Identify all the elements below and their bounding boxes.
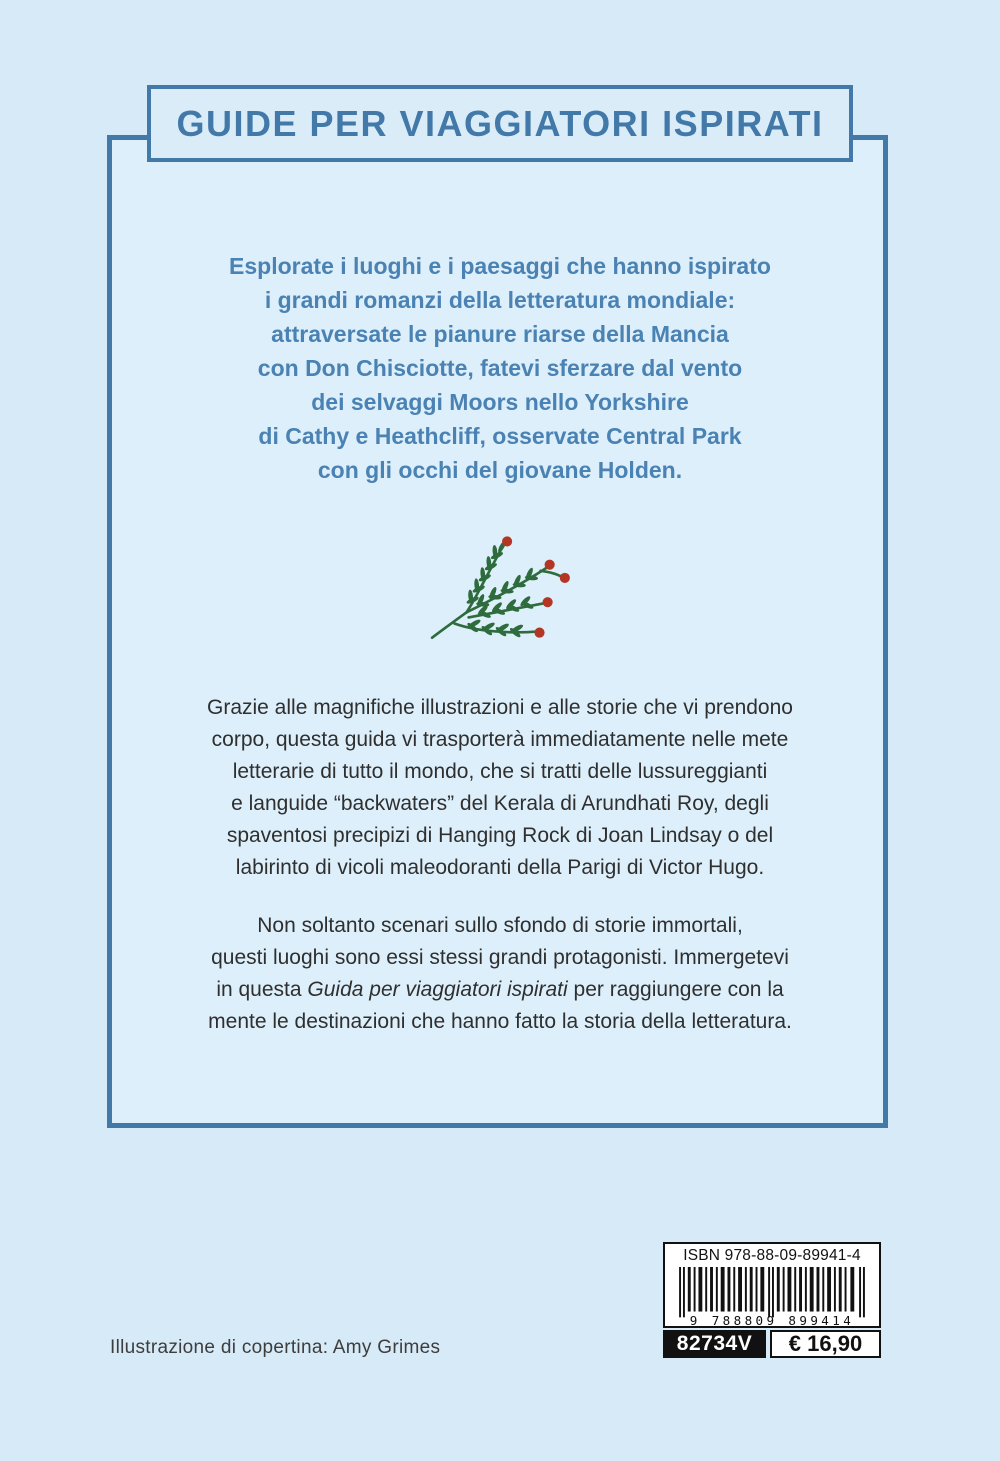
barcode-digits: 9 788809 899414 xyxy=(689,1313,855,1327)
intro-line: di Cathy e Heathcliff, osservate Central Park xyxy=(258,423,742,449)
intro-line: Esplorate i luoghi e i paesaggi che hanno ispirato xyxy=(229,253,771,279)
ean13-barcode xyxy=(673,1267,871,1327)
barcode-strip xyxy=(663,1330,881,1358)
description-line: labirinto di vicoli maleodoranti della Parigi di Victor Hugo. xyxy=(235,856,765,879)
intro-line: con gli occhi del giovane Holden. xyxy=(317,457,683,483)
intro-line: con Don Chisciotte, fatevi sferzare dal vento xyxy=(257,355,743,381)
description-line: spaventosi precipizi di Hanging Rock di Joan Lindsay o del xyxy=(226,824,774,847)
intro-line: dei selvaggi Moors nello Yorkshire xyxy=(311,389,689,415)
branch-stems xyxy=(432,544,562,637)
description-paragraph xyxy=(140,692,860,884)
description-line: Grazie alle magnifiche illustrazioni e alle storie che vi prendono xyxy=(207,696,793,719)
closing-line: Non soltanto scenari sullo sfondo di storie immortali, xyxy=(257,914,743,937)
closing-line: mente le destinazioni che hanno fatto la storia della letteratura. xyxy=(208,1010,792,1033)
description-line: letterarie di tutto il mondo, che si tratti delle lussureggianti xyxy=(232,760,768,783)
series-title: GUIDE PER VIAGGIATORI ISPIRATI xyxy=(176,102,824,144)
intro-paragraph xyxy=(140,249,860,487)
intro-line: attraversate le pianure riarse della Mancia xyxy=(271,321,729,347)
price: € 16,90 xyxy=(770,1330,881,1358)
cover-credit: Illustrazione di copertina: Amy Grimes xyxy=(110,1337,441,1358)
description-line: corpo, questa guida vi trasporterà immediatamente nelle mete xyxy=(211,728,789,751)
isbn-barcode-block xyxy=(663,1242,881,1358)
closing-line xyxy=(140,974,860,1006)
barcode-panel xyxy=(663,1242,881,1328)
edition-code: 82734V xyxy=(663,1330,766,1358)
book-title-italic: Guida per viaggiatori ispirati xyxy=(307,978,568,1001)
series-title-box xyxy=(147,85,853,162)
branch-leaves xyxy=(466,540,538,639)
closing-line3-pre: in questa xyxy=(216,978,308,1001)
closing-paragraph xyxy=(140,910,860,1038)
description-line: e languide “backwaters” del Kerala di Arundhati Roy, degli xyxy=(231,792,769,815)
closing-line: questi luoghi sono essi stessi grandi protagonisti. Immergetevi xyxy=(211,946,789,969)
branch-illustration xyxy=(424,526,576,646)
isbn-label: ISBN 978-88-09-89941-4 xyxy=(683,1247,861,1264)
closing-line3-post: per raggiungere con la xyxy=(567,978,784,1001)
intro-line: i grandi romanzi della letteratura mondiale: xyxy=(264,287,736,313)
